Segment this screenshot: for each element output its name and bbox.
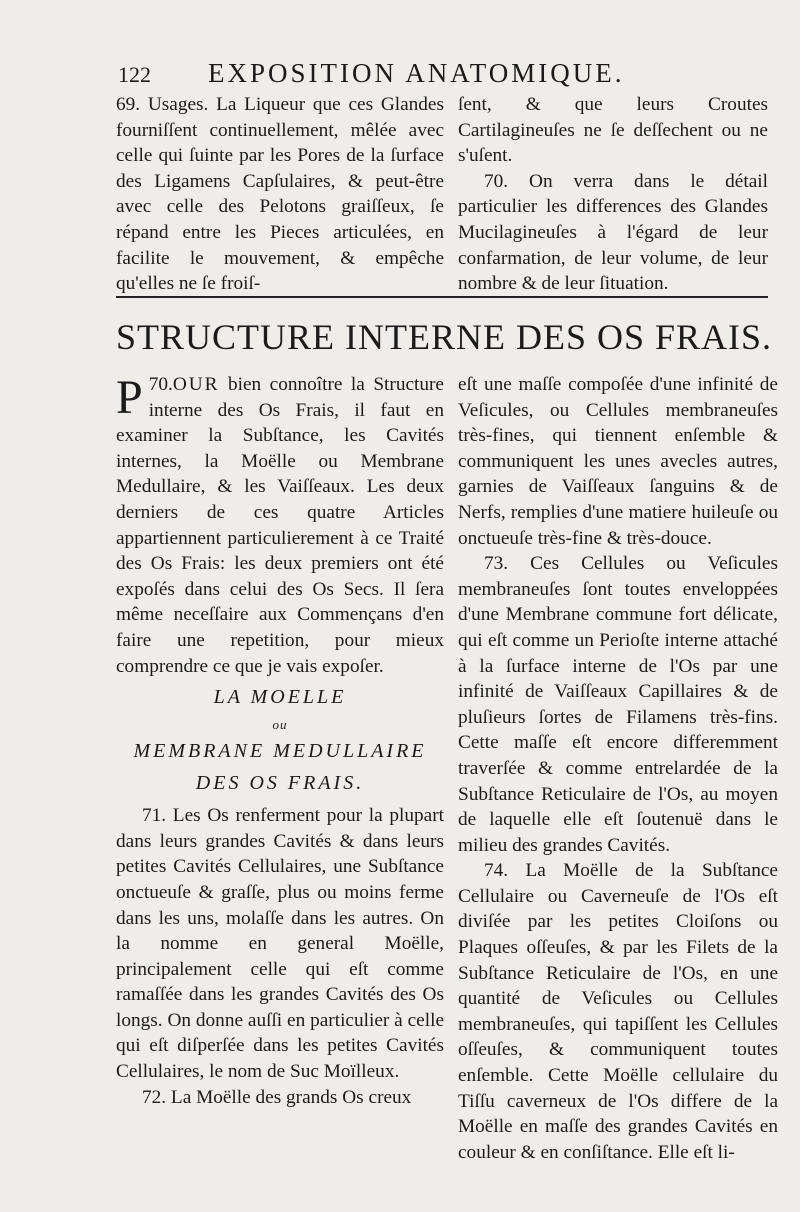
- bottom-left-column: [116, 372, 444, 1110]
- paragraph-69: 69. Usages. La Liqueur que ces Glandes fourniſſent continuellement, mêlée avec celle qui ſuinte par les Pores de la ſurface des Ligamens Capſulaires, & peut-être avec celle des Pelotons graiſſeux, ſe répand entre les Pieces articulées, en facilite le mouvement, & empêche qu'elles ne ſe froiſ-: [116, 94, 444, 295]
- paragraph-74: 74. La Moëlle de la Subſtance Cellulaire ou Caverneuſe de l'Os eſt diviſée par les petites Cloiſons ou Plaques oſſeuſes, & par les Filets de la Subſtance Reticulaire de l'Os, en une quantité de Veſicules ou Cellules membraneuſes, qui tapiſſent les Cellules oſſeuſes, & communiquent toutes enſemble. Cette Moëlle cellulaire du Tiſſu caverneux de l'Os differe de la Moëlle en maſſe des grandes Cavités en couleur & en conſiſtance. Elle eſt li-: [458, 860, 778, 1163]
- bottom-right-column: [458, 372, 778, 1165]
- paragraph-72: 72. La Moëlle des grands Os creux: [142, 1086, 412, 1108]
- paragraph-71: 71. Les Os renferment pour la plupart dans leurs grandes Cavités & dans leurs petites Cavités Cellulaires, une Subſtance onctueuſe & graſſe, plus ou moins ferme dans les uns, molaſſe dans les autres. On la nomme en general Moëlle, principalement celle qui eſt comme ramaſſée dans les grandes Cavités des Os longs. On donne auſſi en particulier à celle qui eſt diſperſée dans les petites Cavités Cellulaires, le nom de Suc Moïlleux.: [116, 805, 444, 1083]
- page-header: [118, 58, 770, 90]
- paragraph-69-continued: ſent, & que leurs Croutes Cartilagineuſes ne ſe deſſechent ou ne s'uſent.: [458, 94, 768, 167]
- paragraph-70-number: 70.: [148, 374, 173, 395]
- subheading-ou: ou: [272, 717, 288, 733]
- paragraph-70-first-word: OUR: [172, 374, 220, 395]
- section-divider: [116, 296, 768, 298]
- page-number: 122: [118, 62, 151, 87]
- paragraph-70-top: 70. On verra dans le détail particulier les differences des Glandes Mucilagineuſes à l'égard de leur confarmation, de leur volume, de leur nombre & de leur ſituation.: [458, 170, 768, 295]
- paragraph-72-continued: eſt une maſſe compoſée d'une infinité de Veſicules, ou Cellules membraneuſes très-fines, qui tiennent enſemble & communiquent les unes avecles autres, garnies de Vaiſſeaux ſanguins & de Nerfs, remplies d'une matiere huileuſe ou onctueuſe très-fine & très-douce.: [458, 374, 778, 549]
- paragraph-70: [116, 372, 444, 679]
- paragraph-70-text: bien connoître la Structure interne des Os Frais, il faut en examiner la Subſtance, les Cavités internes, la Moëlle ou Membrane Medullaire, & les Vaiſſeaux. Les deux derniers de ces quatre Articles appartiennent particulierement à ce Traité des Os Frais: les deux premiers ont été expoſés dans celui des Os Secs. Il ſera même neceſſaire aux Commençans d'en faire une repetition, pour mieux comprendre ce que je vais expoſer.: [116, 374, 444, 677]
- drop-cap: P: [116, 371, 143, 424]
- subheading-la-moelle: LA MOELLE: [213, 686, 347, 709]
- section-title: STRUCTURE INTERNE DES OS FRAIS.: [116, 317, 773, 357]
- paragraph-73: 73. Ces Cellules ou Veſicules membraneuſes ſont toutes enveloppées d'une Membrane commune fort délicate, qui eſt comme un Perioſte interne attaché à la ſurface interne de l'Os par une infinité de Vaiſſeaux Capillaires & de pluſieurs ſortes de Filamens très-fins. Cette maſſe eſt encore differemment traverſée & comme entrelardée de la Subſtance Reticulaire de l'Os, au moyen de laquelle elle eſt ſoutenuë dans le milieu des grandes Cavités.: [458, 553, 778, 856]
- running-title: EXPOSITION ANATOMIQUE.: [208, 58, 625, 88]
- top-right-column: [458, 92, 768, 297]
- subheading-des-os-frais: DES OS FRAIS.: [195, 772, 365, 795]
- top-left-column: [116, 92, 444, 297]
- subheading-membrane: MEMBRANE MEDULLAIRE: [133, 740, 427, 763]
